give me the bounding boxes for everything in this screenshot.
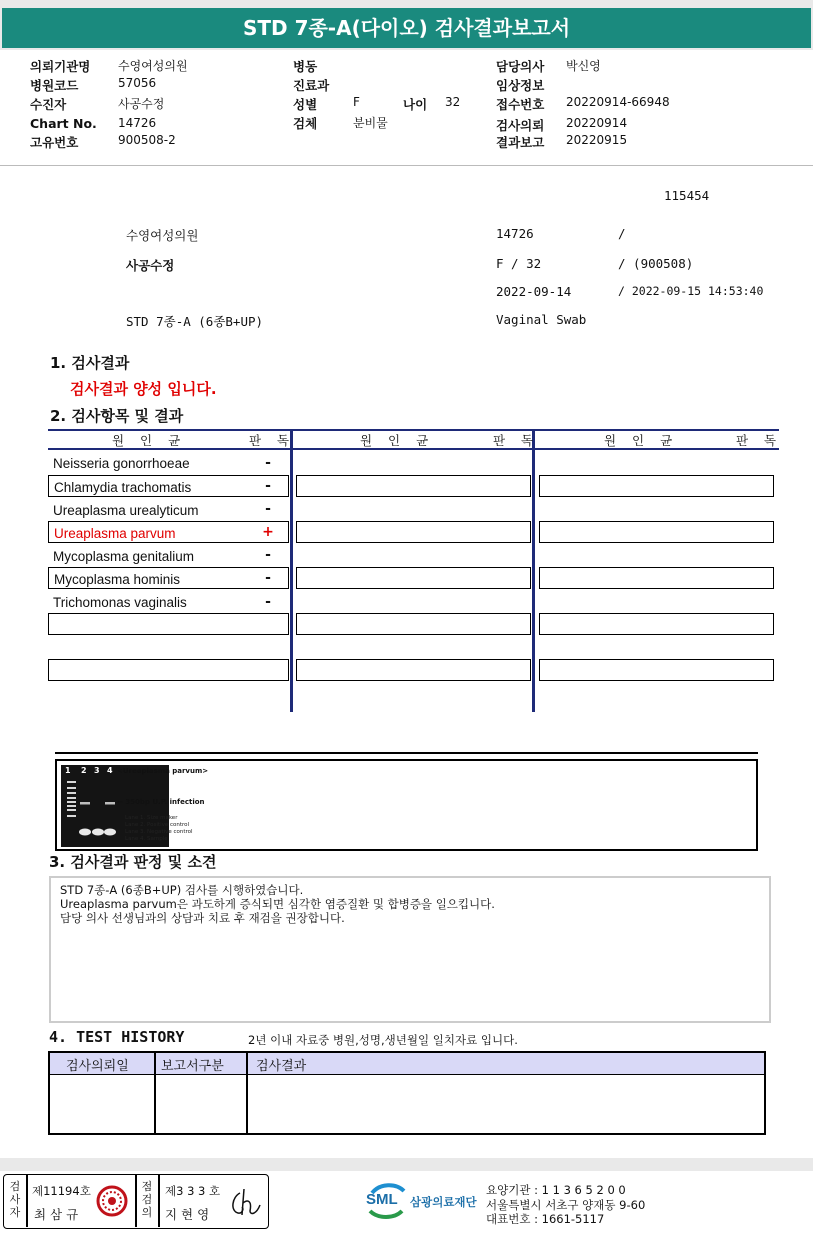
header-pathogen-3: 원 인 균	[604, 433, 679, 448]
section-4-title: 4. TEST HISTORY	[49, 1028, 185, 1046]
comment-box	[49, 876, 771, 1023]
gel-legend-item: Lane 2. Positive control	[125, 822, 190, 828]
row-box	[539, 567, 774, 589]
row-box	[296, 613, 531, 635]
value-attending-doctor: 박신영	[566, 59, 601, 73]
section-2-title: 2. 검사항목 및 결과	[50, 407, 184, 425]
table-divider-2	[532, 429, 535, 712]
address: 서울특별시 서초구 양재동 9-60	[486, 1198, 646, 1212]
pathogen-name: Trichomonas vaginalis	[53, 595, 187, 610]
agency-number: 요양기관 : 1 1 3 6 5 2 0 0	[486, 1183, 626, 1197]
header-result-2: 판 독	[493, 433, 540, 448]
checker-name: 지 현 영	[165, 1207, 210, 1222]
pathogen-result: -	[265, 594, 271, 610]
header-result-1: 판 독	[249, 433, 296, 448]
document-code: 115454	[664, 188, 710, 203]
value-sex: F	[353, 95, 360, 109]
org-name: 삼광의료재단	[410, 1195, 477, 1209]
doc-specimen: Vaginal Swab	[496, 312, 587, 327]
row-box	[48, 659, 289, 681]
gel-title: <Ureaplasma parvum>	[117, 767, 209, 775]
label-hospital-code: 병원코드	[30, 78, 79, 93]
gel-legend-item: Lane 4. Sample	[125, 836, 168, 842]
comment-line: Ureaplasma parvum은 과도하게 증식되면 심각한 염증질환 및 합병증을 일으킵니다.	[60, 897, 495, 911]
value-unique-no: 900508-2	[118, 133, 176, 147]
pathogen-result: -	[265, 478, 271, 494]
history-header-result: 검사결과	[256, 1059, 307, 1074]
pathogen-result: -	[265, 570, 271, 586]
inspector-license-no: 제11194호	[32, 1184, 91, 1198]
checker-license-no: 제3 3 3 호	[165, 1184, 221, 1198]
doc-request-date: 2022-09-14	[496, 284, 572, 299]
history-note: 2년 이내 자료중 병원,성명,생년월일 일치자료 입니다.	[248, 1033, 518, 1047]
doc-report-datetime: / 2022-09-15 14:53:40	[618, 284, 764, 298]
comment-line: STD 7종-A (6종B+UP) 검사를 시행하였습니다.	[60, 883, 304, 897]
value-report-date: 20220915	[566, 133, 628, 147]
row-box	[539, 659, 774, 681]
inspector-label: 검사자	[9, 1180, 21, 1219]
gel-electrophoresis-panel	[55, 759, 758, 851]
checker-signature-icon	[226, 1185, 264, 1219]
pathogen-name-positive: Ureaplasma parvum	[54, 526, 176, 541]
sml-logo-text: SML	[366, 1191, 398, 1208]
doc-test-name: STD 7종-A (6종B+UP)	[126, 314, 264, 329]
pathogen-name: Ureaplasma urealyticum	[53, 503, 199, 518]
history-header-report-type: 보고서구분	[161, 1059, 224, 1074]
value-requesting-institution: 수영여성의원	[118, 59, 188, 73]
comment-line: 담당 의사 선생님과의 상담과 치료 후 재검을 권장합니다.	[60, 911, 345, 925]
label-chart-no: Chart No.	[30, 116, 97, 131]
pathogen-name: Mycoplasma hominis	[54, 572, 181, 587]
pathogen-result-positive: +	[262, 524, 274, 540]
gel-band-label: ← 350bp U.P. infection	[117, 798, 205, 806]
history-divider	[246, 1053, 248, 1133]
pathogen-result: -	[265, 547, 271, 563]
gel-lane-label: 4	[107, 766, 113, 775]
pathogen-result: -	[265, 501, 271, 517]
label-ward: 병동	[293, 59, 318, 74]
header-pathogen-1: 원 인 균	[112, 433, 187, 448]
value-hospital-code: 57056	[118, 76, 157, 90]
value-receipt-no: 20220914-66948	[566, 95, 670, 109]
positive-result-message: 검사결과 양성 입니다.	[70, 380, 217, 398]
header-result-3: 판 독	[736, 433, 783, 448]
label-patient: 수진자	[30, 97, 67, 112]
label-specimen: 검체	[293, 116, 318, 131]
signature-divider	[26, 1175, 28, 1227]
patient-info-block	[0, 50, 813, 166]
doc-chart: 14726	[496, 226, 534, 241]
value-age: 32	[445, 95, 461, 109]
row-box	[296, 521, 531, 543]
phone-number: 대표번호 : 1661-5117	[486, 1212, 605, 1226]
signature-divider	[158, 1175, 160, 1227]
row-box	[296, 475, 531, 497]
doc-patient: 사공수정	[126, 258, 175, 273]
value-patient: 사공수정	[118, 97, 165, 111]
section-1-title: 1. 검사결과	[50, 354, 130, 372]
row-box	[539, 475, 774, 497]
label-receipt-no: 접수번호	[496, 97, 545, 112]
label-request-date: 검사의뢰	[496, 118, 545, 133]
sml-logo	[366, 1181, 406, 1221]
row-box	[539, 613, 774, 635]
header-pathogen-2: 원 인 균	[360, 433, 435, 448]
footer-band	[0, 1158, 813, 1171]
value-specimen: 분비물	[353, 116, 388, 130]
report-title: STD 7종-A(다이오) 검사결과보고서	[2, 8, 811, 48]
gel-legend-item: Lane 3. Negative control	[125, 829, 193, 835]
history-divider	[154, 1053, 156, 1133]
label-attending-doctor: 담당의사	[496, 59, 545, 74]
table-divider-1	[290, 429, 293, 712]
signature-divider	[135, 1175, 137, 1227]
value-request-date: 20220914	[566, 116, 628, 130]
row-box	[296, 659, 531, 681]
row-box	[539, 521, 774, 543]
history-header-request-date: 검사의뢰일	[66, 1059, 129, 1074]
gel-lane-label: 2	[81, 766, 87, 775]
label-requesting-institution: 의뢰기관명	[30, 59, 91, 74]
section-3-title: 3. 검사결과 판정 및 소견	[49, 853, 217, 871]
pathogen-name: Chlamydia trachomatis	[54, 480, 192, 495]
row-box	[48, 613, 289, 635]
checker-label: 점검의	[141, 1180, 153, 1219]
gel-legend-item: Lane 1. Size maker	[125, 815, 178, 821]
history-header-row	[50, 1053, 764, 1075]
label-clinical-info: 임상정보	[496, 78, 545, 93]
test-history-table	[48, 1051, 766, 1135]
signature-box	[3, 1174, 269, 1229]
doc-hospital: 수영여성의원	[126, 228, 199, 243]
inspector-seal-icon	[96, 1185, 128, 1217]
label-sex: 성별	[293, 97, 318, 112]
gel-top-rule	[55, 752, 758, 754]
label-report-date: 결과보고	[496, 135, 545, 150]
label-department: 진료과	[293, 78, 330, 93]
pathogen-name: Neisseria gonorrhoeae	[53, 456, 190, 471]
gel-lane-label: 1	[65, 766, 71, 775]
doc-slash: /	[618, 226, 626, 241]
gel-lane-label: 3	[94, 766, 100, 775]
value-chart-no: 14726	[118, 116, 157, 130]
label-unique-no: 고유번호	[30, 135, 79, 150]
pathogen-name: Mycoplasma genitalium	[53, 549, 195, 564]
doc-sex-age: F / 32	[496, 256, 542, 271]
inspector-name: 최 삼 규	[34, 1207, 79, 1222]
label-age: 나이	[403, 97, 428, 112]
doc-birth: / (900508)	[618, 256, 694, 271]
pathogen-result: -	[265, 455, 271, 471]
row-box	[296, 567, 531, 589]
